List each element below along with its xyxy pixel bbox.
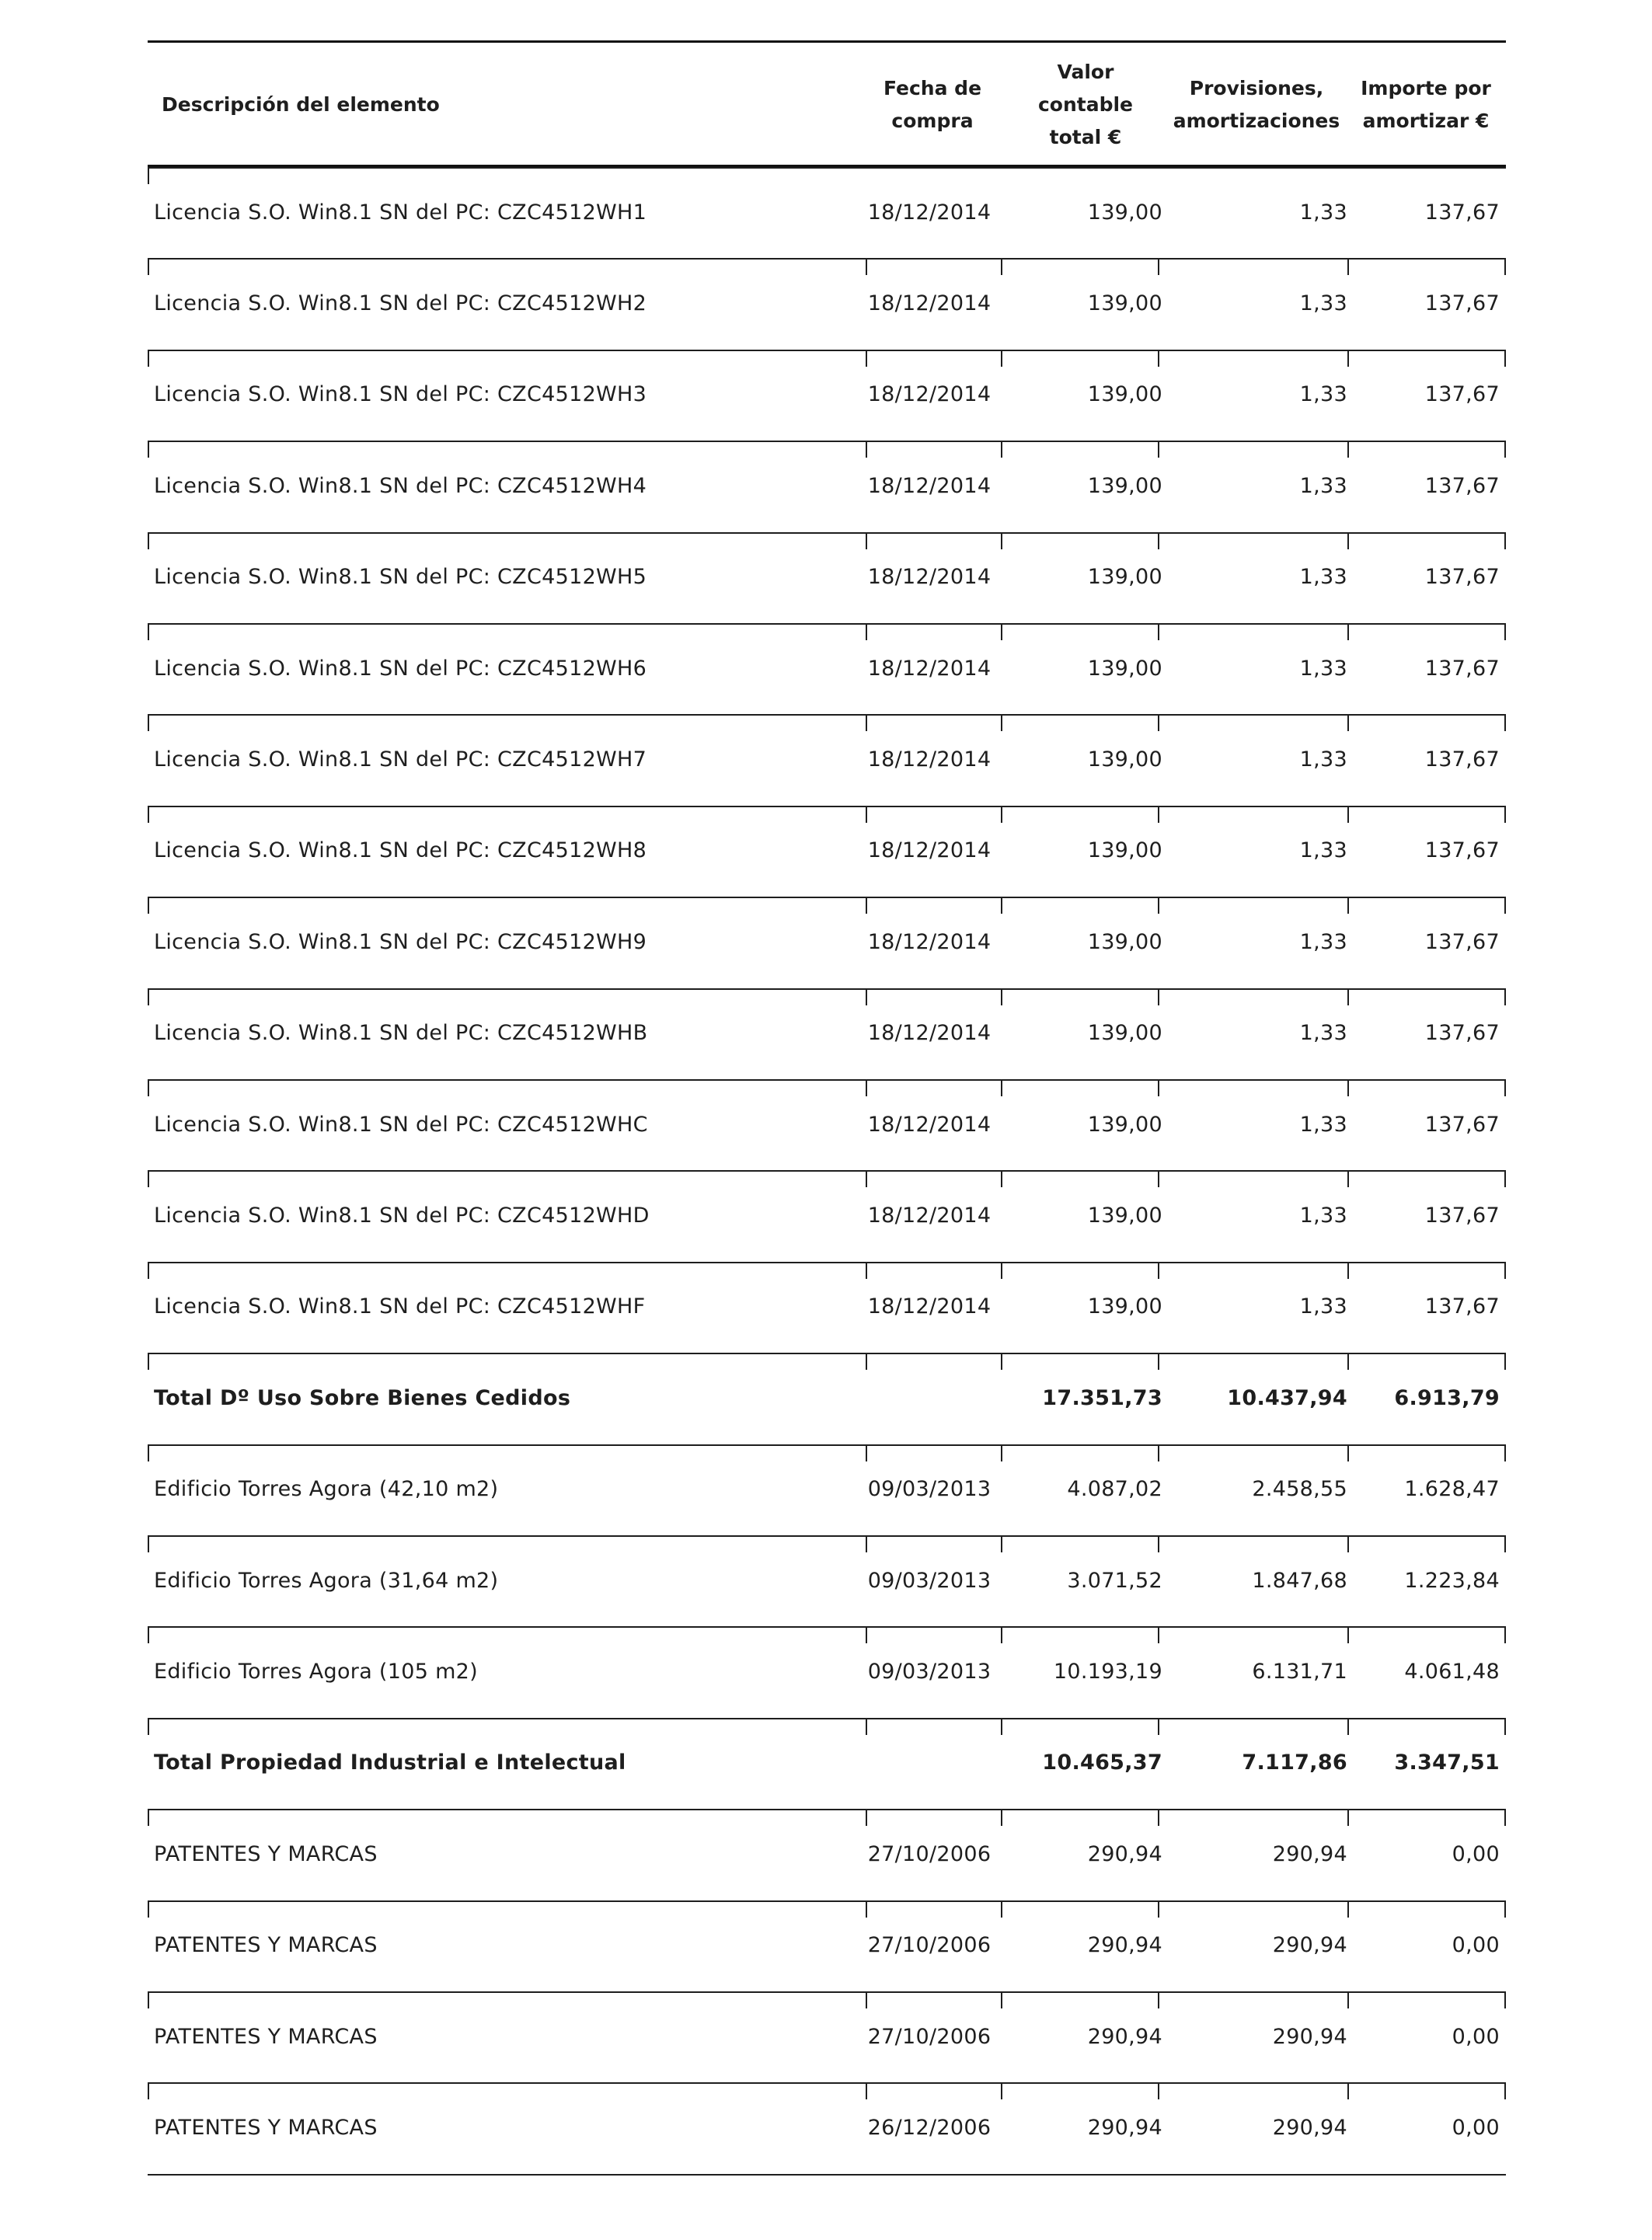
column-tick bbox=[148, 1718, 149, 1735]
cell-description: Licencia S.O. Win8.1 SN del PC: CZC4512WHC bbox=[154, 1112, 648, 1137]
header-description-text: Descripción del elemento bbox=[162, 93, 440, 116]
cell-pending: 137,67 bbox=[1424, 200, 1500, 225]
cell-date: 18/12/2014 bbox=[867, 291, 992, 315]
cell-date: 18/12/2014 bbox=[867, 1294, 992, 1319]
cell-date: 18/12/2014 bbox=[867, 656, 992, 681]
column-tick bbox=[1504, 1535, 1506, 1552]
header-value-line-2: contable bbox=[1037, 93, 1134, 116]
cell-value: 139,00 bbox=[1087, 1112, 1162, 1137]
cell-value: 4.087,02 bbox=[1067, 1477, 1162, 1502]
column-tick bbox=[148, 1900, 149, 1918]
column-tick bbox=[148, 714, 149, 731]
column-tick bbox=[1347, 350, 1349, 367]
table-row bbox=[148, 988, 1506, 1078]
column-tick bbox=[1347, 1353, 1349, 1370]
cell-pending: 0,00 bbox=[1452, 1841, 1500, 1866]
cell-pending: 3.347,51 bbox=[1394, 1751, 1500, 1775]
column-tick bbox=[148, 897, 149, 914]
column-tick bbox=[1504, 714, 1506, 731]
cell-value: 290,94 bbox=[1087, 2024, 1162, 2049]
cell-pending: 137,67 bbox=[1424, 473, 1500, 498]
cell-date: 18/12/2014 bbox=[867, 1203, 992, 1228]
cell-description: Edificio Torres Agora (105 m2) bbox=[154, 1659, 478, 1684]
table-row bbox=[148, 1444, 1506, 1535]
cell-date: 18/12/2014 bbox=[867, 200, 992, 225]
column-tick bbox=[1504, 1353, 1506, 1370]
cell-pending: 137,67 bbox=[1424, 1203, 1500, 1228]
cell-value: 290,94 bbox=[1087, 1933, 1162, 1958]
column-tick bbox=[1347, 714, 1349, 731]
table-bottom-rule bbox=[148, 2174, 1506, 2176]
cell-date: 18/12/2014 bbox=[867, 382, 992, 407]
column-tick bbox=[1504, 1079, 1506, 1096]
cell-date: 18/12/2014 bbox=[867, 1021, 992, 1046]
column-tick bbox=[1347, 897, 1349, 914]
cell-date: 27/10/2006 bbox=[867, 2024, 992, 2049]
header-pending-line-2: amortizar € bbox=[1362, 110, 1490, 132]
table-row bbox=[148, 1991, 1506, 2081]
cell-description: Licencia S.O. Win8.1 SN del PC: CZC4512WH2 bbox=[154, 291, 647, 315]
cell-pending: 137,67 bbox=[1424, 565, 1500, 590]
header-pending-line-1: Importe por bbox=[1361, 77, 1491, 99]
cell-value: 139,00 bbox=[1087, 200, 1162, 225]
cell-value: 139,00 bbox=[1087, 1203, 1162, 1228]
cell-value: 139,00 bbox=[1087, 656, 1162, 681]
table-row bbox=[148, 167, 1506, 257]
column-tick bbox=[1504, 623, 1506, 640]
table-row bbox=[148, 1809, 1506, 1899]
column-tick bbox=[148, 1262, 149, 1279]
header-value-line-1: Valor bbox=[1057, 61, 1114, 83]
header-pending bbox=[1346, 43, 1506, 167]
column-tick bbox=[1504, 1170, 1506, 1187]
cell-description: Licencia S.O. Win8.1 SN del PC: CZC4512WH8 bbox=[154, 838, 647, 863]
cell-description: Licencia S.O. Win8.1 SN del PC: CZC4512WH5 bbox=[154, 565, 647, 590]
cell-date: 18/12/2014 bbox=[867, 747, 992, 772]
cell-pending: 1.628,47 bbox=[1404, 1477, 1500, 1502]
cell-pending: 6.913,79 bbox=[1394, 1385, 1500, 1410]
column-tick bbox=[148, 441, 149, 458]
column-tick bbox=[1347, 1262, 1349, 1279]
table-row bbox=[148, 897, 1506, 987]
cell-provisions: 10.437,94 bbox=[1227, 1385, 1347, 1410]
cell-provisions: 290,94 bbox=[1272, 1841, 1347, 1866]
table-row bbox=[148, 2082, 1506, 2172]
cell-provisions: 1,33 bbox=[1299, 1112, 1347, 1137]
column-tick bbox=[148, 1444, 149, 1461]
cell-description: Edificio Torres Agora (42,10 m2) bbox=[154, 1477, 499, 1502]
cell-provisions: 1,33 bbox=[1299, 473, 1347, 498]
column-tick bbox=[148, 1353, 149, 1370]
column-tick bbox=[1347, 806, 1349, 823]
cell-pending: 137,67 bbox=[1424, 382, 1500, 407]
cell-pending: 137,67 bbox=[1424, 838, 1500, 863]
cell-pending: 4.061,48 bbox=[1404, 1659, 1500, 1684]
column-tick bbox=[148, 532, 149, 549]
column-tick bbox=[1504, 441, 1506, 458]
cell-pending: 137,67 bbox=[1424, 291, 1500, 315]
column-tick bbox=[1504, 1991, 1506, 2008]
cell-pending: 0,00 bbox=[1452, 2024, 1500, 2049]
column-tick bbox=[1504, 1626, 1506, 1643]
column-tick bbox=[1347, 1079, 1349, 1096]
column-tick bbox=[1504, 532, 1506, 549]
cell-pending: 1.223,84 bbox=[1404, 1568, 1500, 1593]
header-date-line-1: Fecha de bbox=[883, 77, 982, 99]
cell-provisions: 1,33 bbox=[1299, 1203, 1347, 1228]
column-tick bbox=[1504, 258, 1506, 275]
cell-description: Licencia S.O. Win8.1 SN del PC: CZC4512WHB bbox=[154, 1021, 648, 1046]
cell-date: 26/12/2006 bbox=[867, 2115, 992, 2140]
cell-value: 10.193,19 bbox=[1053, 1659, 1162, 1684]
table-total-row bbox=[148, 1353, 1506, 1443]
header-date-line-2: compra bbox=[891, 110, 974, 132]
cell-description: Licencia S.O. Win8.1 SN del PC: CZC4512WHF bbox=[154, 1294, 646, 1319]
cell-pending: 137,67 bbox=[1424, 929, 1500, 954]
cell-value: 3.071,52 bbox=[1067, 1568, 1162, 1593]
column-tick bbox=[1347, 988, 1349, 1005]
table-row bbox=[148, 1535, 1506, 1625]
column-tick bbox=[1347, 441, 1349, 458]
column-tick bbox=[1347, 2082, 1349, 2099]
cell-provisions: 1.847,68 bbox=[1252, 1568, 1347, 1593]
cell-value: 139,00 bbox=[1087, 473, 1162, 498]
cell-provisions: 1,33 bbox=[1299, 656, 1347, 681]
column-tick bbox=[148, 1170, 149, 1187]
column-tick bbox=[1347, 258, 1349, 275]
cell-value: 139,00 bbox=[1087, 382, 1162, 407]
cell-provisions: 1,33 bbox=[1299, 747, 1347, 772]
column-tick bbox=[1347, 1535, 1349, 1552]
cell-pending: 137,67 bbox=[1424, 1021, 1500, 1046]
column-tick bbox=[1504, 1444, 1506, 1461]
column-tick bbox=[1347, 623, 1349, 640]
column-tick bbox=[1347, 1444, 1349, 1461]
column-tick bbox=[148, 1626, 149, 1643]
column-tick bbox=[148, 167, 149, 184]
header-date bbox=[858, 43, 1007, 167]
cell-description: Licencia S.O. Win8.1 SN del PC: CZC4512WH3 bbox=[154, 382, 647, 407]
cell-pending: 0,00 bbox=[1452, 1933, 1500, 1958]
cell-value: 17.351,73 bbox=[1042, 1385, 1162, 1410]
cell-description: Licencia S.O. Win8.1 SN del PC: CZC4512WH9 bbox=[154, 929, 647, 954]
table-row bbox=[148, 1626, 1506, 1716]
table-total-row bbox=[148, 1718, 1506, 1808]
cell-provisions: 1,33 bbox=[1299, 1021, 1347, 1046]
cell-value: 290,94 bbox=[1087, 1841, 1162, 1866]
header-value bbox=[1007, 43, 1164, 167]
cell-date: 27/10/2006 bbox=[867, 1841, 992, 1866]
cell-description: PATENTES Y MARCAS bbox=[154, 1841, 378, 1866]
cell-description: Edificio Torres Agora (31,64 m2) bbox=[154, 1568, 499, 1593]
table-row bbox=[148, 441, 1506, 531]
column-tick bbox=[1347, 532, 1349, 549]
cell-provisions: 2.458,55 bbox=[1252, 1477, 1347, 1502]
column-tick bbox=[148, 1991, 149, 2008]
table-header bbox=[148, 43, 1506, 167]
column-tick bbox=[1504, 350, 1506, 367]
cell-value: 139,00 bbox=[1087, 838, 1162, 863]
cell-date: 09/03/2013 bbox=[867, 1659, 992, 1684]
column-tick bbox=[1347, 1809, 1349, 1826]
table-row bbox=[148, 1170, 1506, 1260]
table-row bbox=[148, 1262, 1506, 1352]
cell-date: 09/03/2013 bbox=[867, 1568, 992, 1593]
table-row bbox=[148, 532, 1506, 622]
column-tick bbox=[1504, 2082, 1506, 2099]
cell-pending: 137,67 bbox=[1424, 656, 1500, 681]
cell-provisions: 1,33 bbox=[1299, 1294, 1347, 1319]
cell-provisions: 290,94 bbox=[1272, 2115, 1347, 2140]
cell-provisions: 1,33 bbox=[1299, 291, 1347, 315]
cell-provisions: 1,33 bbox=[1299, 565, 1347, 590]
cell-provisions: 1,33 bbox=[1299, 382, 1347, 407]
column-tick bbox=[148, 623, 149, 640]
column-tick bbox=[148, 988, 149, 1005]
column-tick bbox=[1347, 1170, 1349, 1187]
cell-description: Licencia S.O. Win8.1 SN del PC: CZC4512WH1 bbox=[154, 200, 647, 225]
column-tick bbox=[148, 1535, 149, 1552]
cell-date: 27/10/2006 bbox=[867, 1933, 992, 1958]
table-row bbox=[148, 350, 1506, 440]
table-row bbox=[148, 1900, 1506, 1991]
column-tick bbox=[148, 1809, 149, 1826]
cell-description: Total Propiedad Industrial e Intelectual bbox=[154, 1751, 626, 1775]
cell-date: 18/12/2014 bbox=[867, 929, 992, 954]
cell-provisions: 1,33 bbox=[1299, 929, 1347, 954]
column-tick bbox=[148, 350, 149, 367]
cell-description: Licencia S.O. Win8.1 SN del PC: CZC4512WH7 bbox=[154, 747, 647, 772]
cell-date: 18/12/2014 bbox=[867, 473, 992, 498]
cell-pending: 137,67 bbox=[1424, 1112, 1500, 1137]
cell-value: 290,94 bbox=[1087, 2115, 1162, 2140]
table-row bbox=[148, 623, 1506, 713]
table-row bbox=[148, 258, 1506, 348]
column-tick bbox=[1347, 1626, 1349, 1643]
cell-description: Licencia S.O. Win8.1 SN del PC: CZC4512WH4 bbox=[154, 473, 647, 498]
cell-value: 139,00 bbox=[1087, 291, 1162, 315]
cell-value: 139,00 bbox=[1087, 565, 1162, 590]
table-row bbox=[148, 806, 1506, 896]
cell-description: PATENTES Y MARCAS bbox=[154, 1933, 378, 1958]
column-tick bbox=[1347, 1718, 1349, 1735]
table-row bbox=[148, 1079, 1506, 1169]
column-tick bbox=[1504, 988, 1506, 1005]
column-tick bbox=[1504, 897, 1506, 914]
cell-value: 139,00 bbox=[1087, 1294, 1162, 1319]
cell-pending: 137,67 bbox=[1424, 747, 1500, 772]
cell-date: 18/12/2014 bbox=[867, 565, 992, 590]
header-value-line-3: total € bbox=[1049, 126, 1122, 148]
column-tick bbox=[1504, 1900, 1506, 1918]
cell-description: PATENTES Y MARCAS bbox=[154, 2024, 378, 2049]
cell-value: 139,00 bbox=[1087, 747, 1162, 772]
header-description bbox=[162, 43, 861, 167]
cell-date: 18/12/2014 bbox=[867, 838, 992, 863]
cell-pending: 0,00 bbox=[1452, 2115, 1500, 2140]
cell-provisions: 290,94 bbox=[1272, 1933, 1347, 1958]
cell-provisions: 1,33 bbox=[1299, 838, 1347, 863]
cell-provisions: 6.131,71 bbox=[1252, 1659, 1347, 1684]
cell-date bbox=[852, 1353, 1007, 1443]
cell-description: Licencia S.O. Win8.1 SN del PC: CZC4512WH6 bbox=[154, 656, 647, 681]
column-tick bbox=[1504, 1262, 1506, 1279]
cell-description: Total Dº Uso Sobre Bienes Cedidos bbox=[154, 1385, 571, 1410]
column-tick bbox=[148, 1079, 149, 1096]
cell-provisions: 290,94 bbox=[1272, 2024, 1347, 2049]
column-tick bbox=[1504, 806, 1506, 823]
header-provisions-line-2: amortizaciones bbox=[1173, 110, 1340, 132]
column-tick bbox=[148, 2082, 149, 2099]
column-tick bbox=[1504, 1809, 1506, 1826]
column-tick bbox=[148, 258, 149, 275]
header-provisions-line-1: Provisiones, bbox=[1189, 77, 1324, 99]
cell-pending: 137,67 bbox=[1424, 1294, 1500, 1319]
cell-date bbox=[852, 1718, 1007, 1808]
header-provisions bbox=[1161, 43, 1352, 167]
cell-provisions: 1,33 bbox=[1299, 200, 1347, 225]
cell-value: 139,00 bbox=[1087, 929, 1162, 954]
column-tick bbox=[1347, 1991, 1349, 2008]
cell-date: 09/03/2013 bbox=[867, 1477, 992, 1502]
cell-description: PATENTES Y MARCAS bbox=[154, 2115, 378, 2140]
table-row bbox=[148, 714, 1506, 804]
cell-provisions: 7.117,86 bbox=[1242, 1751, 1347, 1775]
column-tick bbox=[1347, 1900, 1349, 1918]
cell-description: Licencia S.O. Win8.1 SN del PC: CZC4512WHD bbox=[154, 1203, 650, 1228]
cell-date: 18/12/2014 bbox=[867, 1112, 992, 1137]
cell-value: 10.465,37 bbox=[1042, 1751, 1162, 1775]
column-tick bbox=[148, 806, 149, 823]
column-tick bbox=[1504, 1718, 1506, 1735]
cell-value: 139,00 bbox=[1087, 1021, 1162, 1046]
